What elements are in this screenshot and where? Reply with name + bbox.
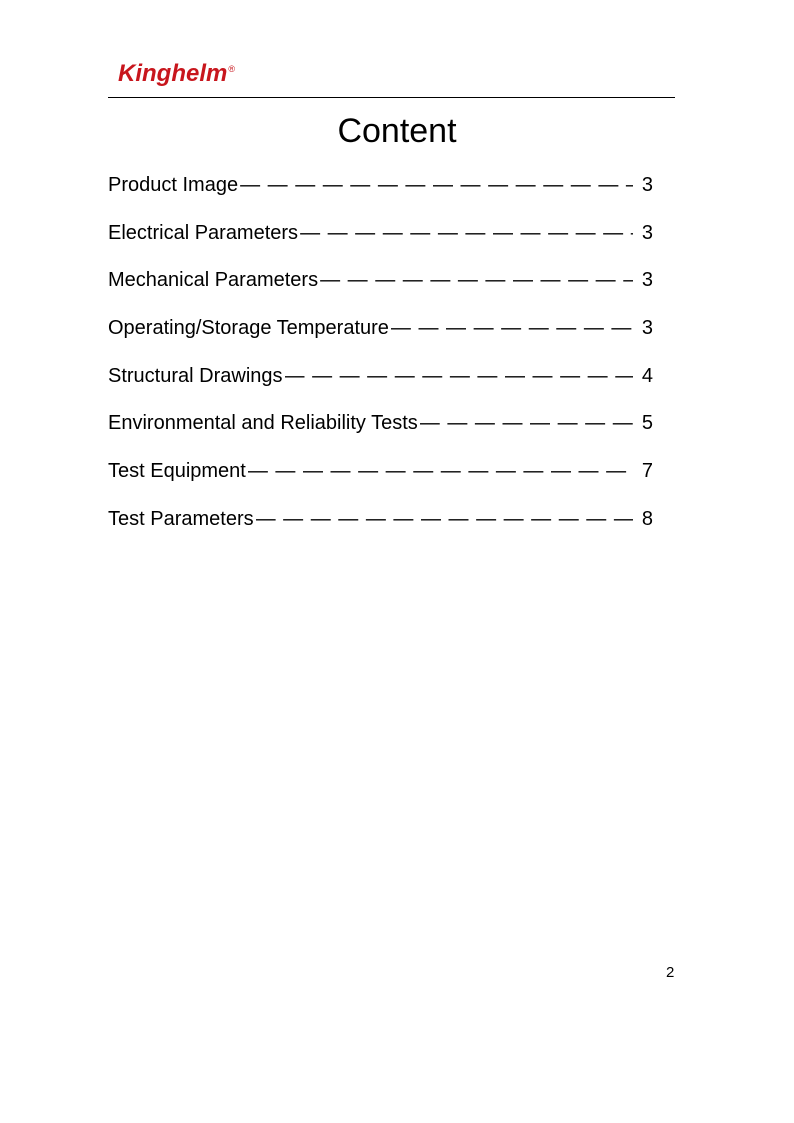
toc-entry-page: 5 xyxy=(641,412,653,435)
toc-entry-mechanical-parameters[interactable] xyxy=(108,265,653,296)
brand-logo xyxy=(118,60,235,88)
toc-leader xyxy=(285,365,633,388)
toc-entry-label: Electrical Parameters xyxy=(108,221,299,244)
toc-leader xyxy=(300,222,633,245)
toc-entry-label: Structural Drawings xyxy=(108,364,283,387)
toc-entry-label: Operating/Storage Temperature xyxy=(108,317,389,340)
toc-entry-page: 3 xyxy=(641,269,653,292)
toc-entry-label: Test Equipment xyxy=(108,460,246,483)
toc-entry-structural-drawings[interactable] xyxy=(108,361,653,392)
page-number: 2 xyxy=(666,964,675,981)
toc-leader xyxy=(248,460,633,483)
page-title: Content xyxy=(337,112,457,150)
toc-leader xyxy=(391,317,633,340)
registered-mark: ® xyxy=(228,64,235,74)
toc-entry-product-image[interactable] xyxy=(108,170,653,201)
toc-entry-label: Test Parameters xyxy=(108,507,254,530)
logo-text: Kinghelm xyxy=(118,60,228,87)
toc-entry-page: 3 xyxy=(641,221,653,244)
toc-entry-page: 8 xyxy=(641,507,653,530)
toc-leader xyxy=(256,508,633,531)
toc-entry-page: 7 xyxy=(641,460,653,483)
toc-leader xyxy=(420,412,633,435)
header-divider xyxy=(108,97,675,98)
table-of-contents xyxy=(108,170,653,552)
toc-entry-test-equipment[interactable] xyxy=(108,456,653,487)
toc-entry-page: 4 xyxy=(641,364,653,387)
toc-entry-label: Mechanical Parameters xyxy=(108,269,319,292)
toc-entry-page: 3 xyxy=(641,317,653,340)
toc-entry-operating-storage-temperature[interactable] xyxy=(108,313,653,344)
toc-entry-label: Product Image xyxy=(108,174,239,196)
toc-entry-environmental-reliability-tests[interactable] xyxy=(108,408,653,439)
toc-leader xyxy=(240,174,633,197)
toc-entry-label: Environmental and Reliability Tests xyxy=(108,412,418,435)
toc-leader xyxy=(320,269,633,292)
toc-entry-page: 3 xyxy=(641,174,653,196)
toc-entry-test-parameters[interactable] xyxy=(108,504,653,535)
toc-entry-electrical-parameters[interactable] xyxy=(108,218,653,249)
